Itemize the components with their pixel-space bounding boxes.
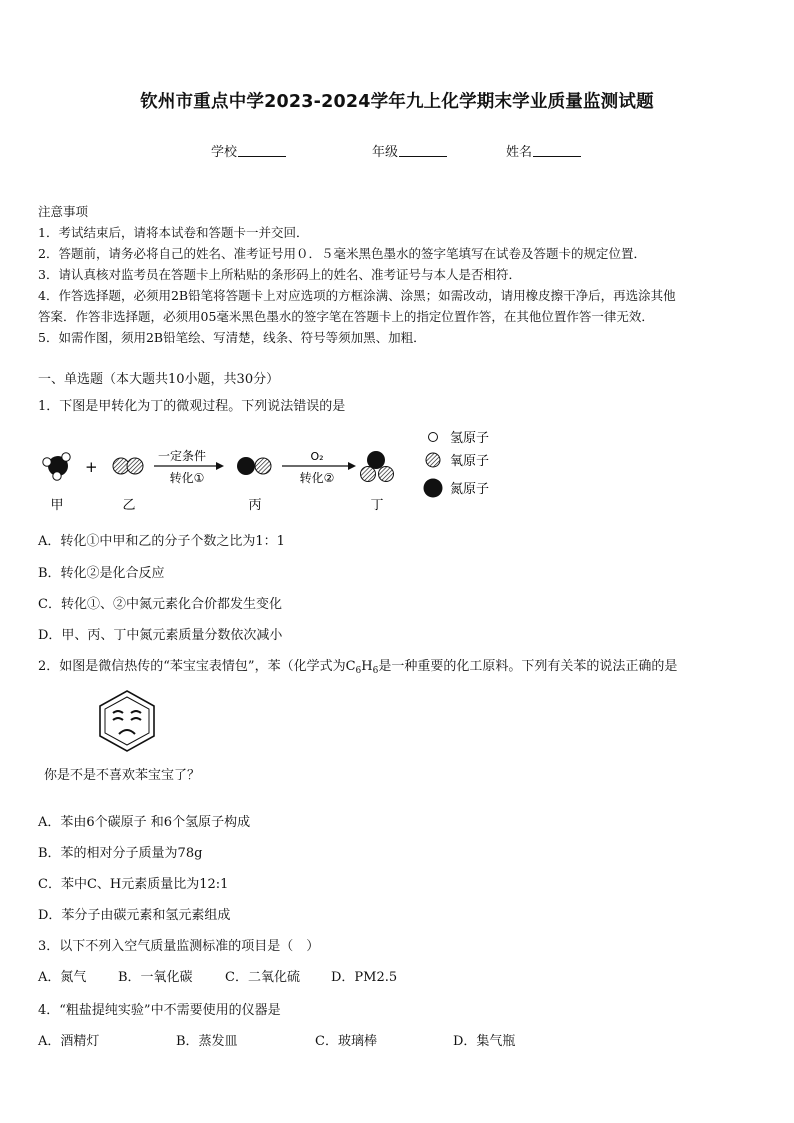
q4-option-a[interactable]: A．酒精灯: [38, 1034, 100, 1049]
name-blank[interactable]: [533, 144, 581, 157]
arrow1-label: 转化①: [169, 471, 205, 485]
benzene-formula: $C_6H_6$: [345, 659, 379, 676]
q1-stem: 1．下图是甲转化为丁的微观过程。下列说法错误的是: [38, 399, 346, 414]
arrow2-label: 转化②: [299, 471, 335, 485]
q2-stem-before: 2．如图是微信热传的“苯宝宝表情包”，苯（化学式为: [38, 659, 346, 674]
q3-option-a[interactable]: A．氮气: [38, 970, 87, 985]
arrow1-head: [216, 462, 224, 470]
q4-option-d[interactable]: D．集气瓶: [453, 1034, 516, 1049]
q4-option-c[interactable]: C．玻璃棒: [315, 1034, 377, 1049]
notice-item: 答案．作答非选择题，必须用05毫米黑色墨水的签字笔在答题卡上的指定位置作答，在其他位置作答一律无效．: [38, 309, 654, 324]
q3-option-d[interactable]: D．PM2.5: [331, 970, 398, 985]
notice-section: [38, 201, 676, 348]
legend-oxygen: 氧原子: [450, 454, 490, 469]
section-heading: 一、单选题（本大题共10小题，共30分）: [38, 372, 280, 387]
notice-item: 1．考试结束后，请将本试卷和答题卡一并交回．: [38, 225, 309, 240]
legend-nitrogen-icon: [424, 479, 443, 498]
label-ding: 丁: [370, 498, 384, 513]
notice-heading: 注意事项: [38, 204, 89, 219]
arrow2-condition: O₂: [310, 450, 324, 463]
q2-stem-after: 是一种重要的化工原料。下列有关苯的说法正确的是: [378, 659, 678, 674]
q2-option-d[interactable]: D．苯分子由碳元素和氢元素组成: [38, 908, 231, 923]
q1-option-b[interactable]: B．转化②是化合反应: [38, 566, 165, 581]
benzene-emoji-icon: [94, 688, 160, 754]
grade-field: [372, 141, 447, 160]
notice-item: 5．如需作图，须用2B铅笔绘、写清楚，线条、符号等须加黑、加粗．: [38, 330, 426, 345]
notice-item: 3．请认真核对监考员在答题卡上所粘贴的条形码上的姓名、准考证号与本人是否相符．: [38, 267, 521, 282]
school-label: 学校: [211, 145, 238, 160]
q1-option-c[interactable]: C．转化①、②中氮元素化合价都发生变化: [38, 597, 282, 612]
molecule-ding: [361, 451, 394, 482]
q1-reaction-diagram: [30, 420, 510, 520]
label-jia: 甲: [50, 498, 64, 513]
q3-stem: 3．以下不列入空气质量监测标准的项目是（ ）: [38, 939, 320, 954]
arrow2-head: [348, 462, 356, 470]
q2-stem: [38, 655, 677, 676]
q1-option-d[interactable]: D．甲、丙、丁中氮元素质量分数依次减小: [38, 628, 283, 643]
plus-sign: +: [85, 458, 98, 476]
notice-item: 4．作答选择题，必须用2B铅笔将答题卡上对应选项的方框涂满、涂黑；如需改动，请用橡皮擦干净后，再选涂其他: [38, 288, 676, 303]
notice-item: 2．答题前，请务必将自己的姓名、准考证号用０．５毫米黑色墨水的签字笔填写在试卷及答题卡的规定位置．: [38, 246, 646, 261]
arrow1-condition: 一定条件: [157, 449, 207, 463]
molecule-yi: [113, 458, 143, 474]
grade-blank[interactable]: [399, 144, 447, 157]
legend-hydrogen-icon: [429, 433, 438, 442]
school-field: [211, 141, 286, 160]
name-field: [506, 141, 581, 160]
benzene-caption: 你是不是不喜欢苯宝宝了？: [44, 768, 201, 783]
molecule-bing: [237, 457, 271, 475]
q1-option-a[interactable]: A．转化①中甲和乙的分子个数之比为1：1: [38, 534, 285, 549]
q3-option-b[interactable]: B．一氧化碳: [118, 970, 193, 985]
label-yi: 乙: [122, 498, 136, 513]
q4-option-b[interactable]: B．蒸发皿: [176, 1034, 238, 1049]
q2-option-c[interactable]: C．苯中C、H元素质量比为12:1: [38, 877, 229, 892]
page-title: 钦州市重点中学2023-2024学年九上化学期末学业质量监测试题: [140, 92, 654, 112]
q4-stem: 4．“粗盐提纯实验”中不需要使用的仪器是: [38, 1003, 281, 1018]
legend: [424, 431, 490, 498]
legend-oxygen-icon: [426, 453, 440, 467]
molecule-jia: [43, 453, 70, 480]
legend-hydrogen: 氢原子: [450, 431, 490, 446]
grade-label: 年级: [372, 145, 399, 160]
legend-nitrogen: 氮原子: [450, 482, 490, 497]
school-blank[interactable]: [238, 144, 286, 157]
q3-option-c[interactable]: C．二氧化硫: [225, 970, 300, 985]
q2-option-b[interactable]: B．苯的相对分子质量为78g: [38, 846, 203, 861]
q2-option-a[interactable]: A．苯由6个碳原子 和6个氢原子构成: [38, 815, 251, 830]
name-label: 姓名: [506, 145, 533, 160]
label-bing: 丙: [248, 498, 262, 513]
